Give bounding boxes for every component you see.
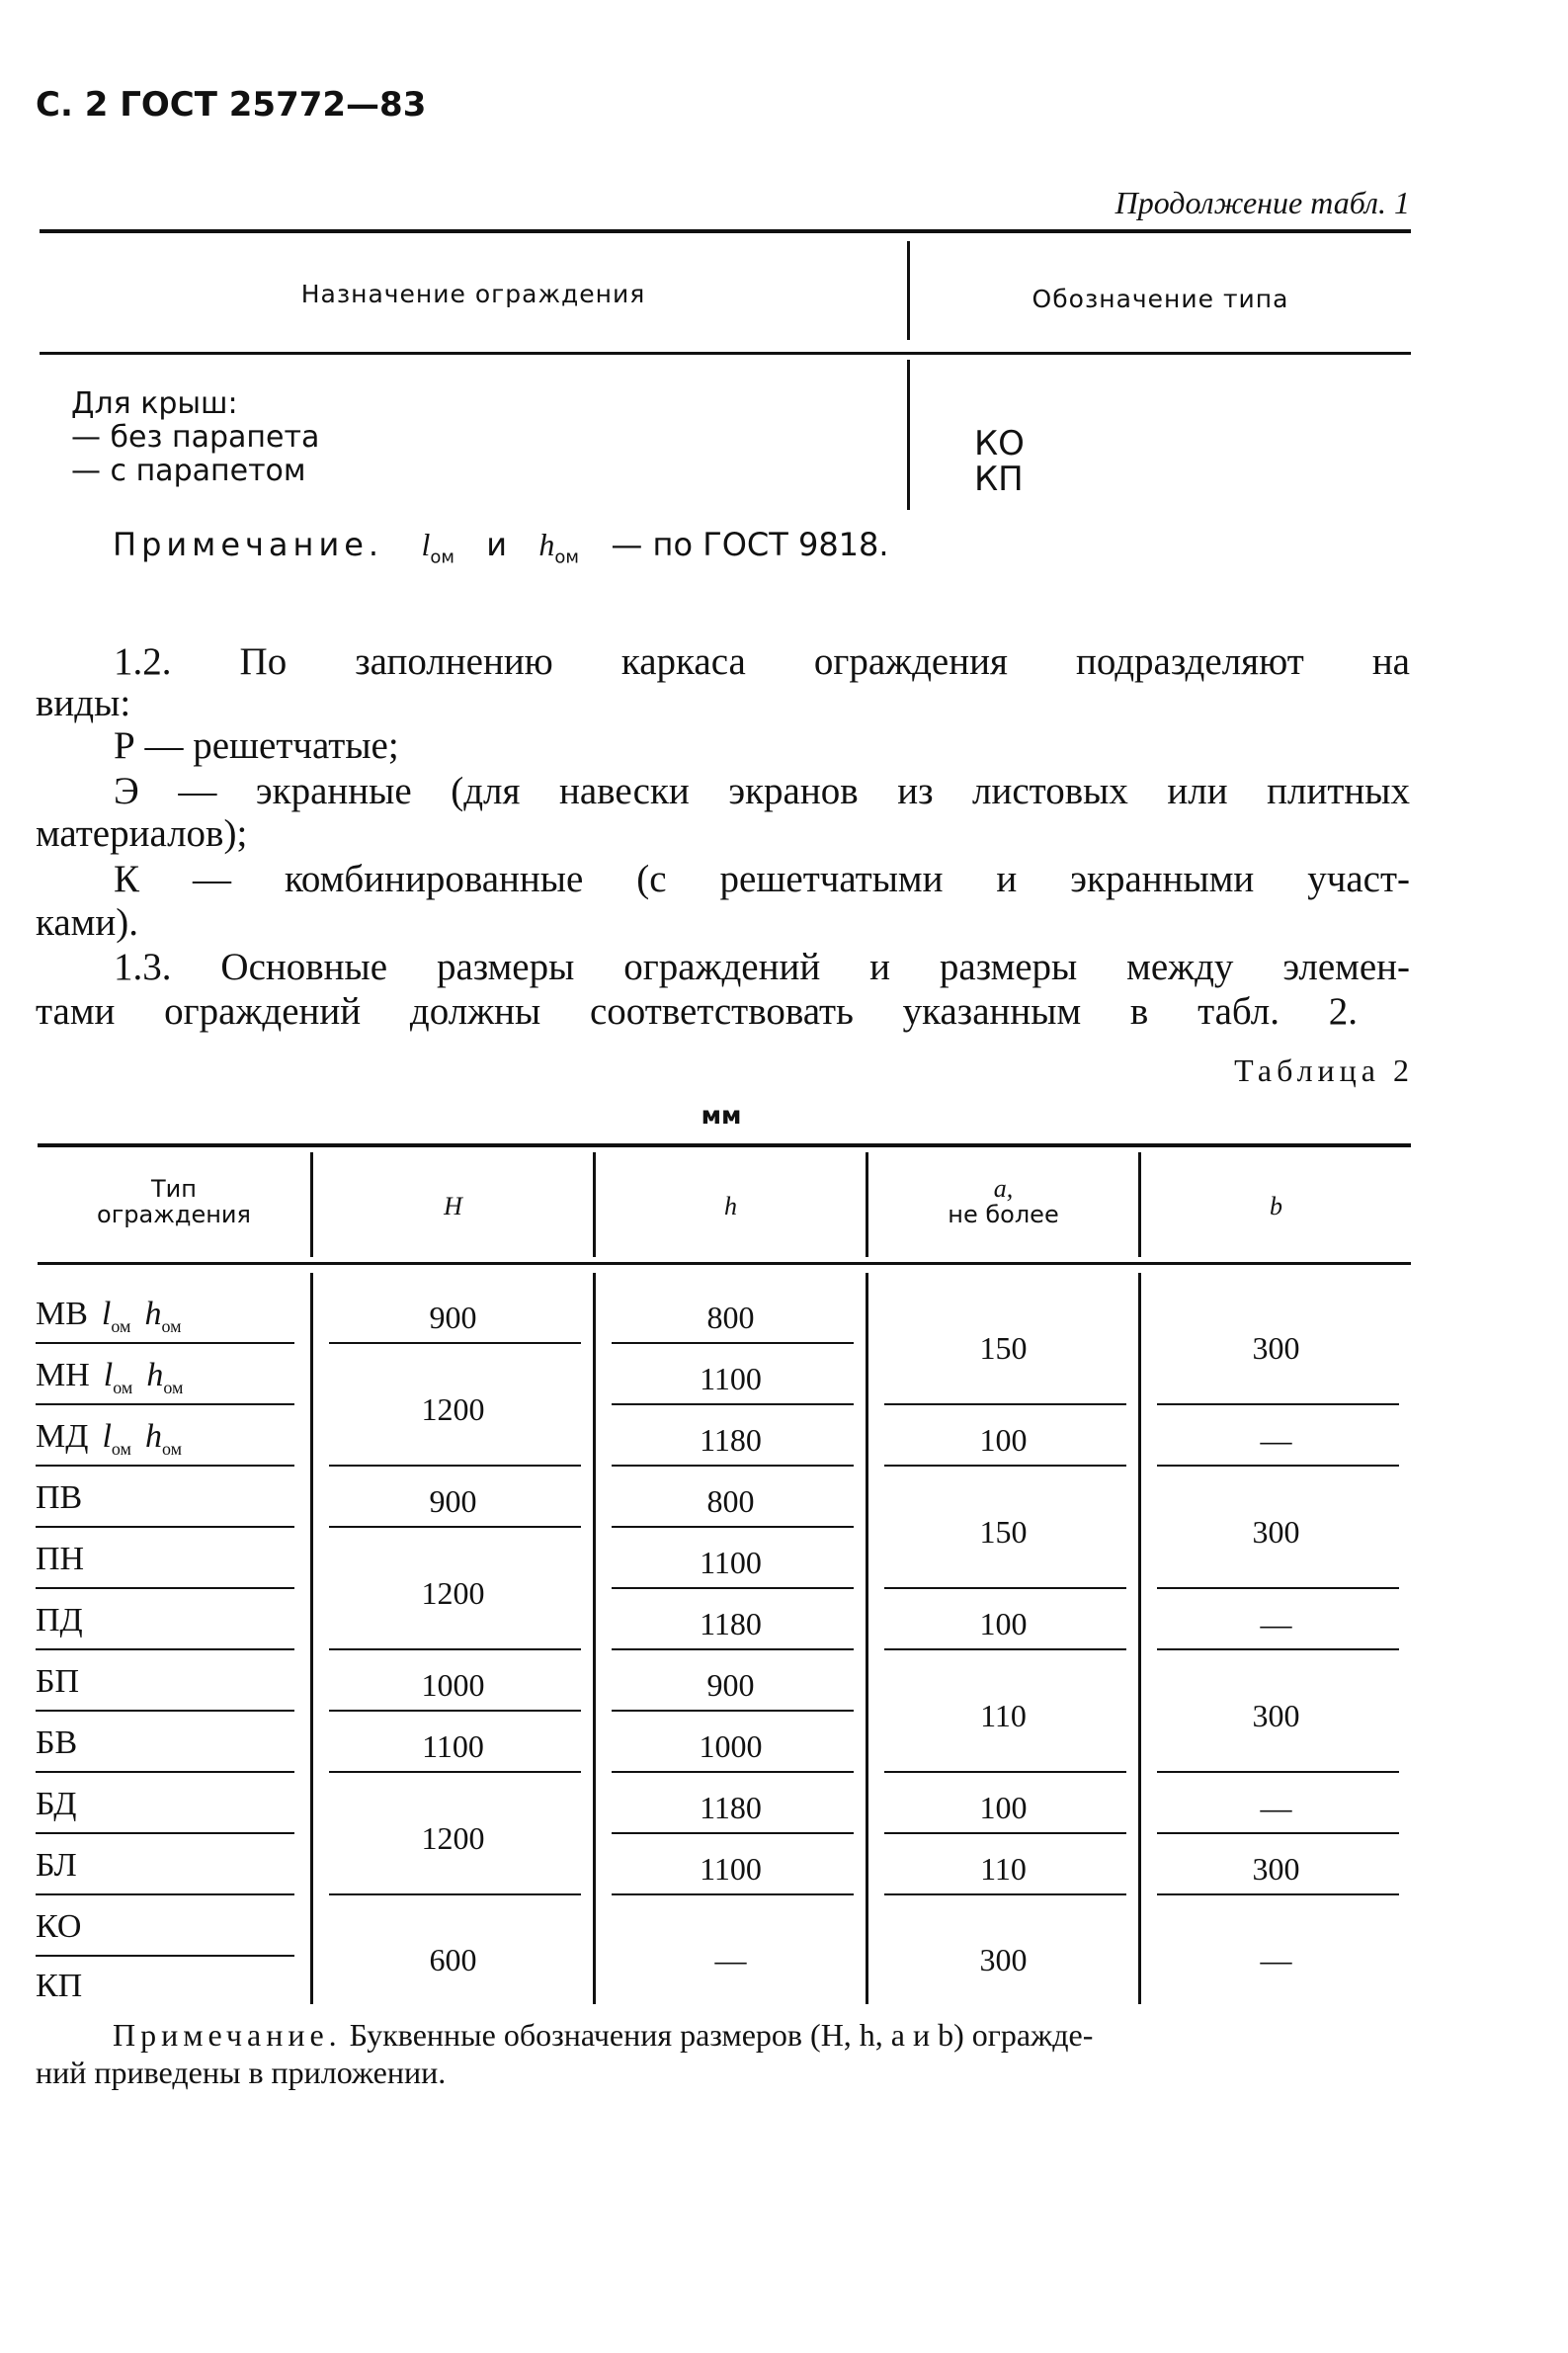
table2-cell-rule: [612, 1648, 854, 1650]
symbol-l-om: [101, 1296, 131, 1336]
table2-cell-rule: [612, 1526, 854, 1528]
table2-cell-b: —: [1260, 1942, 1292, 1977]
symbol-h: h: [538, 527, 555, 562]
table2-header-rule: [38, 1262, 1411, 1265]
table2-cell-H: 900: [429, 1300, 477, 1335]
table2-cell-rule: [329, 1648, 581, 1650]
table2-cell-rule: [329, 1526, 581, 1528]
table2-cell-H: 600: [429, 1942, 477, 1977]
table1-header-rule: [40, 352, 1411, 355]
page-header: С. 2 ГОСТ 25772—83: [36, 85, 427, 125]
symbol-l-om-sub: ом: [111, 1438, 131, 1459]
table2-cell-a: 110: [980, 1698, 1027, 1733]
table2-cell-b: —: [1260, 1422, 1292, 1458]
table2-cell-a: 150: [979, 1330, 1028, 1366]
table1-row-type: КО: [974, 424, 1025, 463]
table2-row-rule: [36, 1771, 294, 1773]
table2-cell-b: 300: [1252, 1851, 1300, 1887]
symbol-h-om-sub: ом: [161, 1315, 182, 1336]
table2-cell-h: 1100: [700, 1851, 762, 1887]
table2-cell-H: 1100: [422, 1728, 484, 1764]
header-b: b: [1270, 1192, 1282, 1220]
symbol-l-om-letter: l: [101, 1296, 112, 1332]
table2-note: [113, 2016, 1093, 2054]
sub-om: ом: [554, 546, 579, 568]
header-type: ограждения: [97, 1201, 251, 1228]
type-code: ПВ: [36, 1479, 83, 1516]
table2-cell-rule: [612, 1403, 854, 1405]
table2-cell-rule: [884, 1403, 1126, 1405]
table2-cell-a: 100: [979, 1422, 1028, 1458]
type-code: МВ: [36, 1296, 88, 1332]
table2-cell-rule: [1157, 1771, 1399, 1773]
table2-cell-a: 110: [980, 1851, 1027, 1887]
table2-cell-rule: [329, 1771, 581, 1773]
table2-row-type: [36, 1662, 79, 1702]
table2-cell-b: 300: [1252, 1514, 1300, 1550]
table2-cell-b: 300: [1252, 1330, 1300, 1366]
table1-continuation-label: Продолжение табл. 1: [1114, 185, 1410, 220]
table2-cell-rule: [884, 1648, 1126, 1650]
table1-row-purpose: — без парапета: [71, 420, 320, 455]
type-code: БВ: [36, 1724, 78, 1761]
table2-cell-rule: [612, 1342, 854, 1344]
table2-cell-rule: [884, 1771, 1126, 1773]
paragraph-1-2: 1.2. По заполнению каркаса ограждения подразделяют на: [114, 640, 1410, 683]
table2-cell-rule: [1157, 1587, 1399, 1589]
table2-cell-H: 1200: [421, 1820, 485, 1856]
table2-row-type: [36, 1478, 82, 1518]
header-type: Тип: [151, 1175, 197, 1203]
table2-cell-rule: [612, 1893, 854, 1895]
table1-row-type: КП: [974, 460, 1024, 499]
type-code: МН: [36, 1357, 90, 1393]
type-code: БД: [36, 1786, 77, 1822]
table2-row-type: [36, 1723, 77, 1763]
symbol-h-om: [144, 1296, 182, 1336]
paragraph-1-3-cont: тами ограждений должны соответствовать указанным в табл. 2.: [36, 990, 1358, 1033]
table2-cell-rule: [1157, 1465, 1399, 1467]
table2-cell-h: 1000: [699, 1728, 763, 1764]
header-a: не более: [948, 1201, 1059, 1228]
table2-row-type: [36, 1907, 81, 1947]
list-item-e-cont: материалов);: [36, 812, 248, 855]
header-H: H: [444, 1192, 462, 1220]
symbol-h-om-sub: ом: [163, 1377, 184, 1397]
table2-cell-rule: [1157, 1893, 1399, 1895]
table2-cell-rule: [329, 1342, 581, 1344]
list-item-e: Э — экранные (для навески экранов из листовых или плитных: [114, 770, 1410, 812]
type-code: БЛ: [36, 1847, 77, 1884]
note-label: Примечание.: [113, 526, 384, 563]
symbol-l-om: [102, 1418, 131, 1459]
table1-note: [113, 526, 889, 576]
table2-cell-h: 900: [706, 1667, 755, 1703]
table2-cell-h: 1100: [700, 1361, 762, 1396]
header-a: a,: [993, 1174, 1014, 1203]
table2-cell-H: 900: [429, 1483, 477, 1519]
table2-row-type: [36, 1967, 82, 2006]
table2-row-rule: [36, 1648, 294, 1650]
paragraph-1-3: 1.3. Основные размеры ограждений и размеры между элемен-: [114, 946, 1410, 988]
table2-cell-H: 1000: [421, 1667, 485, 1703]
sub-om: ом: [430, 546, 454, 568]
symbol-h-om-sub: ом: [161, 1438, 183, 1459]
symbol-l-om-sub: ом: [111, 1315, 131, 1336]
table2-cell-rule: [884, 1893, 1126, 1895]
table2-cell-a: 150: [979, 1514, 1028, 1550]
table2-cell-h: 800: [706, 1300, 755, 1335]
table2-cell-H: 1200: [421, 1391, 485, 1427]
table2-cell-rule: [1157, 1648, 1399, 1650]
table2-cell-rule: [329, 1893, 581, 1895]
table2-cell-b: 300: [1252, 1698, 1300, 1733]
table2-cell-rule: [612, 1587, 854, 1589]
table2-cell-rule: [612, 1832, 854, 1834]
table2-cell-rule: [884, 1587, 1126, 1589]
table2-cell-h: —: [714, 1942, 747, 1977]
table2-column-divider: [310, 1273, 313, 2004]
type-code: ПД: [36, 1602, 83, 1639]
table2-caption: Таблица 2: [1234, 1052, 1414, 1088]
table2-cell-rule: [612, 1465, 854, 1467]
table2-row-rule: [36, 1587, 294, 1589]
symbol-l: l: [421, 527, 431, 562]
table2-row-type: [36, 1356, 183, 1407]
table1-row-purpose: Для крыш:: [71, 386, 238, 421]
table2-unit: мм: [701, 1101, 742, 1130]
table2-cell-rule: [612, 1771, 854, 1773]
symbol-l-om-sub: ом: [113, 1377, 133, 1397]
type-code: БП: [36, 1663, 80, 1700]
table2-cell-rule: [612, 1710, 854, 1712]
type-code: МД: [36, 1418, 89, 1455]
table2-row-rule: [36, 1955, 294, 1957]
table2-cell-h: 1180: [700, 1422, 762, 1458]
header-h: h: [724, 1192, 737, 1220]
table2-cell-h: 1180: [700, 1790, 762, 1825]
table2-row-rule: [36, 1465, 294, 1467]
type-code: КО: [36, 1908, 82, 1945]
paragraph-1-2-cont: виды:: [36, 682, 131, 724]
list-item-k: К — комбинированные (с решетчатыми и экранными участ-: [114, 858, 1410, 900]
note-label: Примечание.: [113, 2017, 342, 2053]
note-text: Буквенные обозначения размеров (H, h, a и b) огражде-: [349, 2017, 1094, 2053]
list-item-k-cont: ками).: [36, 901, 138, 944]
table2-cell-h: 1100: [700, 1545, 762, 1580]
table1-row-purpose: — с парапетом: [71, 454, 306, 488]
table2-cell-H: 1200: [421, 1575, 485, 1611]
table2-cell-rule: [884, 1465, 1126, 1467]
table2-row-type: [36, 1540, 84, 1579]
note-and: и: [486, 526, 508, 563]
table2-cell-a: 300: [979, 1942, 1028, 1977]
table2-row-rule: [36, 1893, 294, 1895]
table2-top-rule: [38, 1143, 1411, 1147]
table2-row-rule: [36, 1342, 294, 1344]
symbol-l-om-letter: l: [103, 1357, 114, 1393]
table2-row-rule: [36, 1832, 294, 1834]
table2-row-rule: [36, 1403, 294, 1405]
note-rest: — по ГОСТ 9818.: [611, 526, 889, 563]
table1-body-divider: [907, 360, 910, 510]
table2-note-cont: ний приведены в приложении.: [36, 2055, 447, 2090]
table2-row-rule: [36, 1710, 294, 1712]
table2-cell-a: 100: [979, 1790, 1028, 1825]
table2-cell-a: 100: [979, 1606, 1028, 1641]
type-code: ПН: [36, 1541, 85, 1577]
table2-row-type: [36, 1846, 77, 1886]
table2-cell-h: 800: [706, 1483, 755, 1519]
symbol-h-om: [144, 1418, 183, 1459]
table1-col-purpose: Назначение ограждения: [300, 280, 646, 308]
table2-cell-b: —: [1260, 1606, 1292, 1641]
table2-row-type: [36, 1417, 182, 1469]
table2-cell-rule: [329, 1465, 581, 1467]
symbol-h-om-letter: h: [144, 1296, 162, 1332]
table2-row-type: [36, 1785, 76, 1824]
table2-cell-rule: [329, 1710, 581, 1712]
symbol-h-om: [146, 1357, 184, 1397]
list-item-r: Р — решетчатые;: [114, 724, 399, 767]
type-code: КП: [36, 1968, 83, 2004]
symbol-h-om-letter: h: [144, 1418, 162, 1455]
table2-row-type: [36, 1295, 182, 1346]
symbol-l-om-letter: l: [102, 1418, 112, 1455]
table2-row-rule: [36, 1526, 294, 1528]
table2-cell-b: —: [1260, 1790, 1292, 1825]
table1-top-rule: [40, 229, 1411, 233]
table2-cell-rule: [1157, 1403, 1399, 1405]
table2-row-type: [36, 1601, 83, 1640]
table2-cell-rule: [884, 1832, 1126, 1834]
symbol-h-om-letter: h: [146, 1357, 164, 1393]
table2-cell-h: 1180: [700, 1606, 762, 1641]
symbol-l-om: [103, 1357, 133, 1397]
table2-cell-rule: [1157, 1832, 1399, 1834]
table1-col-type: Обозначение типа: [1032, 285, 1289, 313]
